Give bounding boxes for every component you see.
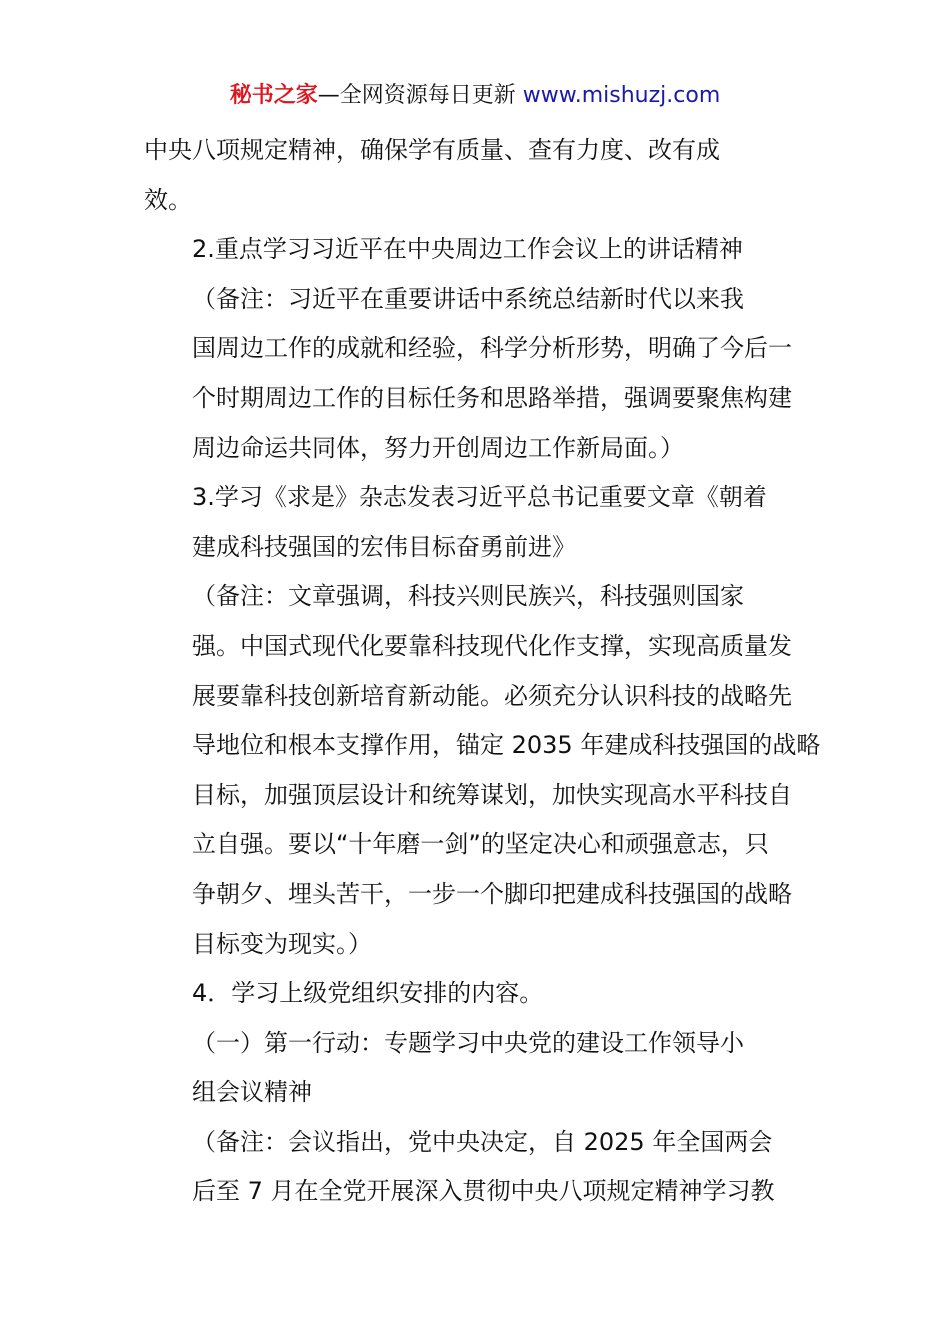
paragraph-continuation <box>144 126 808 225</box>
paragraph-item-3-note <box>144 572 821 969</box>
paragraph-item-2-heading <box>144 225 808 275</box>
text-line: 展要靠科技创新培育新动能。必须充分认识科技的战略先 <box>192 681 792 710</box>
site-tagline: —全网资源每日更新 <box>317 83 523 108</box>
site-brand-name: 秘书之家 <box>229 83 318 108</box>
paragraph-item-4-heading <box>144 969 808 1019</box>
document-body <box>144 126 821 1217</box>
text-line: 4．学习上级党组织安排的内容。 <box>192 979 544 1008</box>
text-line: 强。中国式现代化要靠科技现代化作支撑，实现高质量发 <box>192 631 792 660</box>
text-line: （备注：习近平在重要讲话中系统总结新时代以来我 <box>192 284 744 313</box>
text-line: （一）第一行动：专题学习中央党的建设工作领导小 <box>192 1028 744 1057</box>
text-line: 效。 <box>144 185 192 214</box>
text-line: 立自强。要以“十年磨一剑”的坚定决心和顽强意志，只 <box>192 830 769 859</box>
text-line: （备注：文章强调，科技兴则民族兴，科技强则国家 <box>192 582 744 611</box>
site-header <box>0 80 950 112</box>
text-line: 导地位和根本支撑作用，锚定 2035 年建成科技强国的战略 <box>192 731 821 760</box>
text-line: 个时期周边工作的目标任务和思路举措，强调要聚焦构建 <box>192 383 792 412</box>
paragraph-item-3-heading <box>144 473 808 572</box>
site-url-link[interactable]: www.mishuzj.com <box>522 83 721 108</box>
text-line: 2.重点学习习近平在中央周边工作会议上的讲话精神 <box>192 235 743 264</box>
text-line: 争朝夕、埋头苦干，一步一个脚印把建成科技强国的战略 <box>192 879 792 908</box>
text-line: 周边命运共同体，努力开创周边工作新局面。） <box>192 433 684 462</box>
paragraph-action-1-note <box>144 1118 808 1217</box>
text-line: 目标，加强顶层设计和统筹谋划，加快实现高水平科技自 <box>192 780 792 809</box>
paragraph-action-1-heading <box>144 1019 808 1118</box>
text-line: 组会议精神 <box>192 1078 312 1107</box>
text-line: 3.学习《求是》杂志发表习近平总书记重要文章《朝着 <box>192 483 767 512</box>
text-line: 建成科技强国的宏伟目标奋勇前进》 <box>192 532 576 561</box>
text-line: 国周边工作的成就和经验，科学分析形势，明确了今后一 <box>192 334 792 363</box>
text-line: （备注：会议指出，党中央决定，自 2025 年全国两会 <box>192 1127 773 1156</box>
text-line: 后至 7 月在全党开展深入贯彻中央八项规定精神学习教 <box>192 1177 775 1206</box>
paragraph-item-2-note <box>144 275 808 473</box>
text-line: 目标变为现实。） <box>192 929 372 958</box>
text-line: 中央八项规定精神，确保学有质量、查有力度、改有成 <box>144 136 720 164</box>
